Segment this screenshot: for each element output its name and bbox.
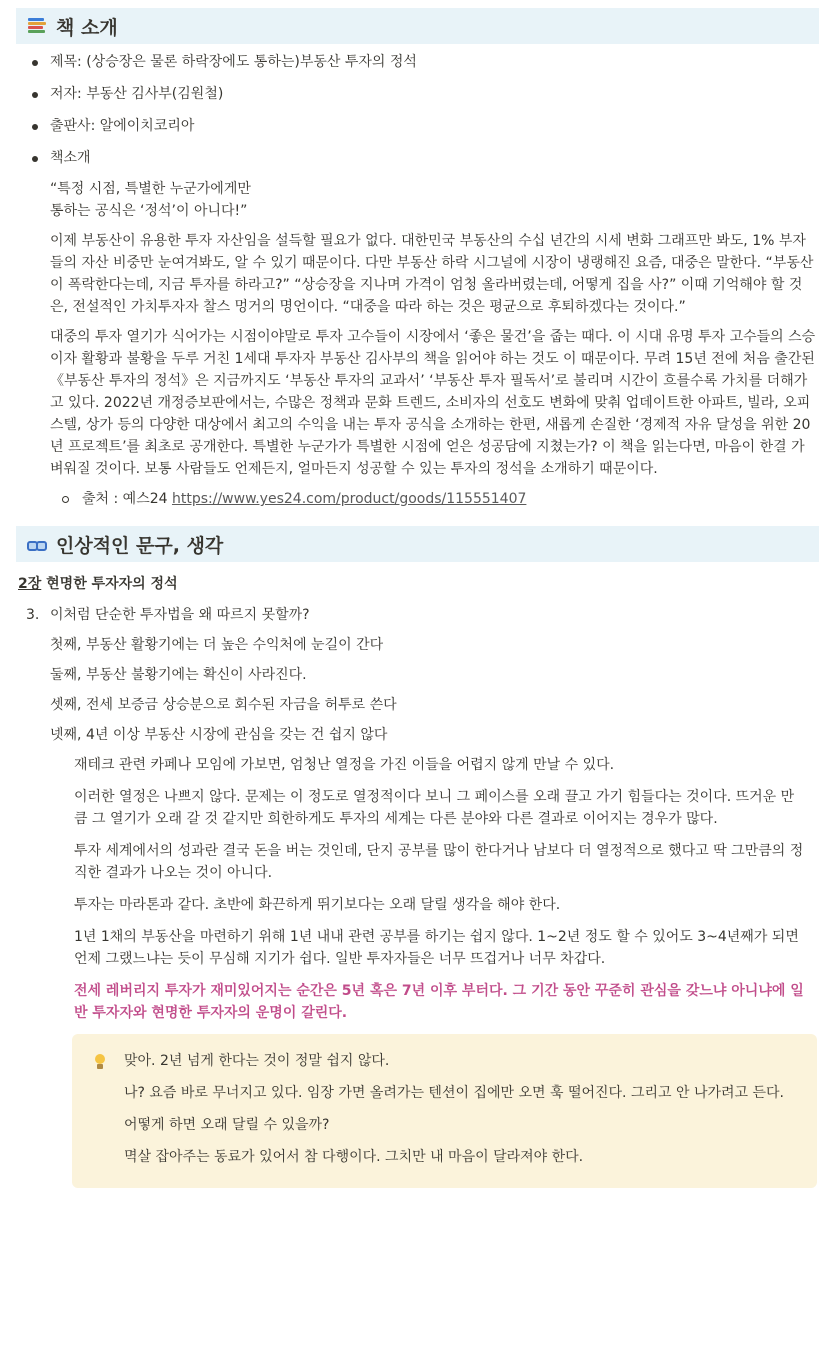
section-title: 책 소개 [56, 16, 118, 39]
source-link[interactable]: https://www.yes24.com/product/goods/115551407 [171, 491, 527, 507]
item-number: 3. [26, 607, 40, 623]
callout-box [72, 1034, 817, 1188]
callout-line: 어떻게 하면 오래 달릴 수 있을까? [124, 1117, 330, 1133]
chapter-heading [0, 574, 827, 594]
highlight-paragraph: 전세 레버리지 투자가 재미있어지는 순간은 5년 혹은 7년 이후 부터다. 그 기간 동안 꾸준히 관심을 갖느냐 아니냐에 일반 투자자와 현명한 투자자의 운명이 갈린다. [74, 983, 804, 1021]
quote-line: 통하는 공식은 ‘정석’이 아니다!” [50, 203, 248, 219]
callout-line: 맞아. 2년 넘게 한다는 것이 정말 쉽지 않다. [124, 1053, 390, 1069]
book-publisher: 출판사: 알에이치코리아 [0, 116, 827, 136]
reason-line: 셋째, 전세 보증금 상승분으로 회수된 자금을 허투로 쓴다 [50, 697, 397, 713]
numbered-item [0, 604, 827, 626]
glasses-icon [26, 533, 48, 555]
book-title: 제목: (상승장은 물론 하락장에도 통하는)부동산 투자의 정석 [0, 52, 827, 72]
section-heading-intro [16, 8, 819, 44]
detail-paragraph: 투자는 마라톤과 같다. 초반에 화끈하게 뛰기보다는 오래 달릴 생각을 해야 한다. [74, 897, 561, 913]
detail-paragraph: 이러한 열정은 나쁘지 않다. 문제는 이 정도로 열정적이다 보니 그 페이스를 오래 끌고 가기 힘들다는 것이다. 뜨거운 만큼 그 열기가 오래 갈 것 같지만 희한하게도 투자의 세계는 다른 분야와 다른 결과로 이어지는 경우가 많다. [74, 789, 795, 827]
source-line [0, 488, 827, 510]
reason-line: 둘째, 부동산 불황기에는 확신이 사라진다. [50, 667, 307, 683]
book-author: 저자: 부동산 김사부(김원철) [0, 84, 827, 104]
book-quote [0, 178, 827, 222]
book-intro-label: 책소개 [0, 148, 827, 168]
intro-paragraph: 대중의 투자 열기가 식어가는 시점이야말로 투자 고수들이 시장에서 ‘좋은 물건’을 줍는 때다. 이 시대 유명 투자 고수들의 스승이자 활황과 불황을 두루 거친 1세대 투자자 부동산 김사부의 책을 읽어야 하는 것도 이 때문이다. 무려 15년 전에 처음 출간된 《부동산 투자의 정석》은 지금까지도 ‘부동산 투자의 교과서’ ‘부동산 투자 필독서’로 불리며 시간이 흐를수록 가치를 더해가고 있다. 2022년 개정증보판에서는, 수많은 정책과 문화 트렌드, 소비자의 선호도 변화에 맞춰 업데이트한 아파트, 빌라, 오피스텔, 상가 등의 다양한 대상에서 최고의 수익을 내는 투자 공식을 소개하는 한편, 새롭게 손질한 ‘경제적 자유 달성을 위한 20년 프로젝트’를 최초로 공개한다. 특별한 누군가가 특별한 시점에 얻은 성공담에 지쳤는가? 이 책을 읽는다면, 마음이 한결 가벼워질 것이다. 보통 사람들도 언제든지, 얼마든지 성공할 수 있는 투자의 정석을 소개하기 때문이다. [50, 329, 816, 477]
section-heading-quotes [16, 526, 819, 562]
callout-line: 멱살 잡아주는 동료가 있어서 참 다행이다. 그치만 내 마음이 달라져야 한다. [124, 1149, 584, 1165]
detail-paragraph: 재테크 관련 카페나 모임에 가보면, 엄청난 열정을 가진 이들을 어렵지 않게 만날 수 있다. [74, 757, 615, 773]
source-label: 출처 : 예스24 [82, 491, 168, 507]
chapter-number: 2장 [18, 576, 42, 592]
callout-line: 나? 요즘 바로 무너지고 있다. 임장 가면 올려가는 텐션이 집에만 오면 훅 떨어진다. 그리고 안 나가려고 든다. [124, 1085, 784, 1101]
quote-line: “특정 시점, 특별한 누군가에게만 [50, 181, 251, 197]
reason-line: 넷째, 4년 이상 부동산 시장에 관심을 갖는 건 쉽지 않다 [50, 727, 388, 743]
book-info-list [0, 52, 827, 168]
intro-paragraph: 이제 부동산이 유용한 투자 자산임을 설득할 필요가 없다. 대한민국 부동산의 수십 년간의 시세 변화 그래프만 봐도, 1% 부자들의 자산 비중만 눈여겨봐도, 알 수 있기 때문이다. 다만 부동산 하락 시그널에 시장이 냉랭해진 요즘, 대중은 말한다. “부동산이 폭락한다는데, 지금 투자를 하라고?” “상승장을 지나며 가격이 엄청 올라버렸는데, 어떻게 집을 사?” 이때 기억해야 할 것은, 전설적인 가치투자자 찰스 멍거의 명언이다. “대중을 따라 하는 것은 평균으로 후퇴하겠다는 것이다.” [50, 233, 814, 315]
item-text: 이처럼 단순한 투자법을 왜 따르지 못할까? [50, 607, 310, 623]
lightbulb-icon [94, 1054, 106, 1070]
books-icon [26, 15, 48, 37]
detail-paragraph: 투자 세계에서의 성과란 결국 돈을 버는 것인데, 단지 공부를 많이 한다거나 남보다 더 열정적으로 했다고 딱 그만큼의 정직한 결과가 나오는 것이 아니다. [74, 843, 804, 881]
chapter-title: 현명한 투자자의 정석 [41, 576, 178, 592]
detail-paragraph: 1년 1채의 부동산을 마련하기 위해 1년 내내 관련 공부를 하기는 쉽지 않다. 1~2년 정도 할 수 있어도 3~4년째가 되면 언제 그랬느냐는 듯이 무심해 지기가 쉽다. 일반 투자자들은 너무 뜨겁거나 너무 차갑다. [74, 929, 799, 967]
reason-line: 첫째, 부동산 활황기에는 더 높은 수익처에 눈길이 간다 [50, 637, 384, 653]
section-title: 인상적인 문구, 생각 [56, 534, 224, 557]
